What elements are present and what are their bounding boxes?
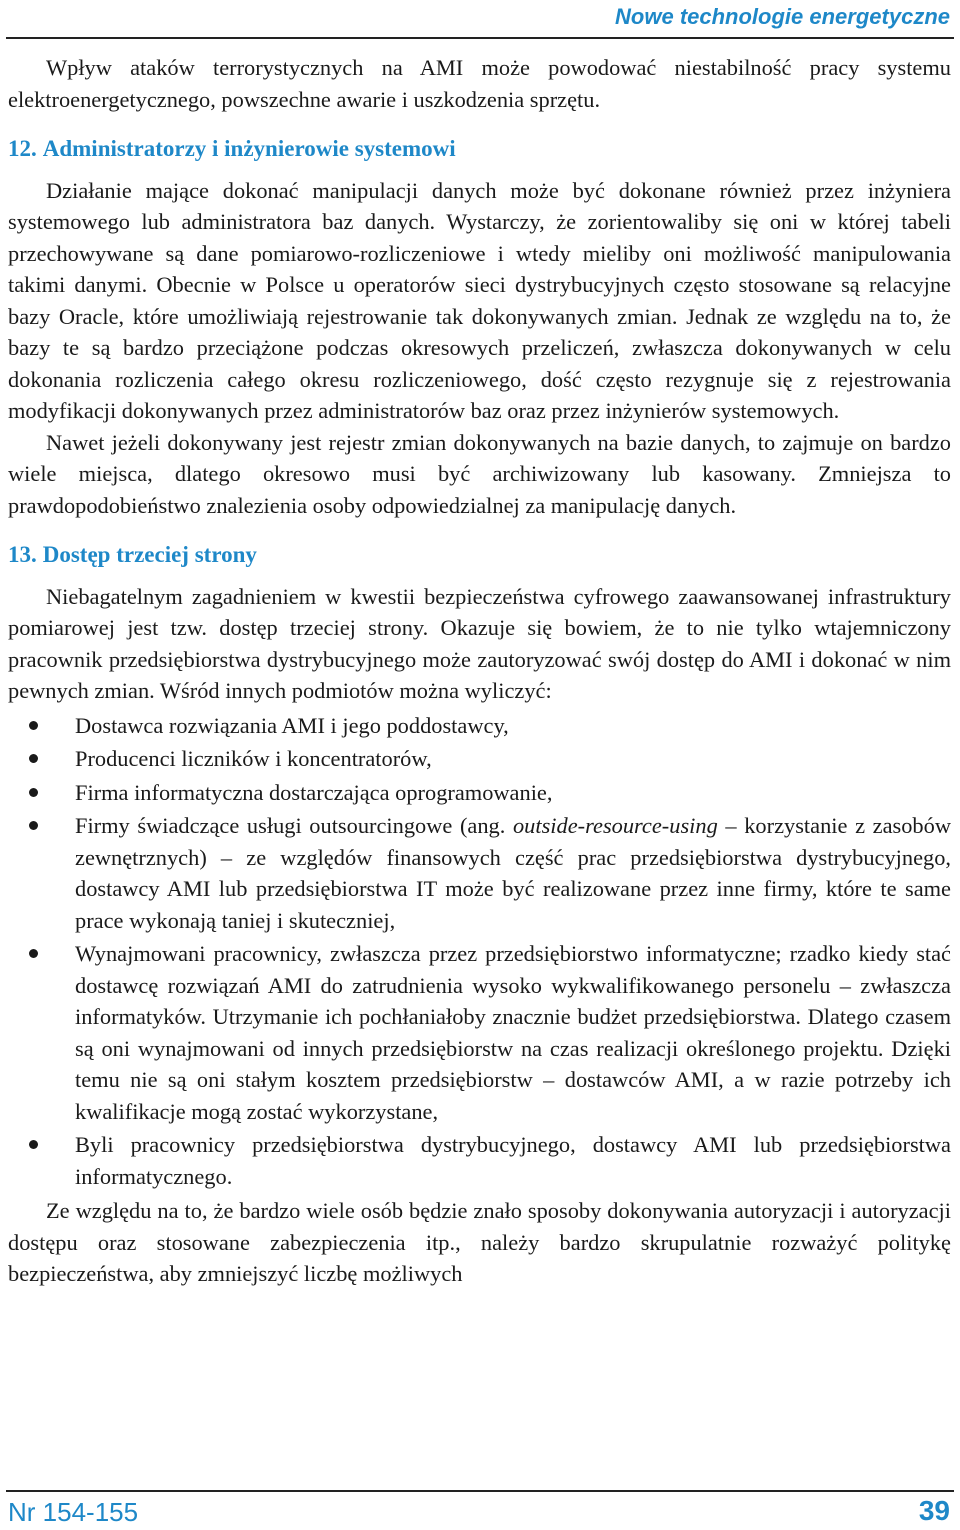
bullet-icon bbox=[29, 1140, 38, 1149]
issue-number: Nr 154-155 bbox=[8, 1497, 139, 1527]
intro-paragraph: Wpływ ataków terrorystycznych na AMI może powodować niestabilność pracy systemu elektroenergetycznego, powszechne awarie i uszkodzenia sprzętu. bbox=[8, 55, 951, 112]
section-12-number: 12. bbox=[8, 136, 37, 161]
header-rule bbox=[6, 37, 954, 39]
list-item bbox=[75, 938, 951, 1127]
bullet-icon bbox=[29, 788, 38, 797]
bullet-icon bbox=[29, 821, 38, 830]
closing-paragraph: Ze względu na to, że bardzo wiele osób będzie znało sposoby dokonywania autoryzacji i autoryzacji dostępu oraz stosowane zabezpieczenia itp., należy bardzo skrupulatnie rozważyć politykę bezpieczeństwa, aby zmniejszyć liczbę możliwych bbox=[8, 1198, 951, 1286]
footer-rule bbox=[6, 1490, 954, 1492]
list-item-text-before: Firmy świadczące usługi outsourcingowe (ang. bbox=[75, 813, 513, 838]
list-item-term: outside-resource-using bbox=[512, 813, 718, 838]
list-item-text: Byli pracownicy przedsiębiorstwa dystrybucyjnego, dostawcy AMI lub przedsiębiorstwa informatycznego. bbox=[75, 1132, 951, 1189]
list-item bbox=[75, 810, 951, 936]
list-item-text-after: – korzystanie z zasobów zewnętrznych) – ze względów finansowych część prac przedsiębiorstwa dystrybucyjnego, dostawcy AMI lub przedsiębiorstwa IT może być realizowane przez inne firmy, które te same prace wykonają taniej i skuteczniej, bbox=[75, 813, 951, 933]
list-item-text: Dostawca rozwiązania AMI i jego poddostawcy, bbox=[75, 712, 509, 738]
section-13-title: Dostęp trzeciej strony bbox=[42, 542, 257, 567]
running-head-title: Nowe technologie energetyczne bbox=[615, 4, 950, 29]
section-13-number: 13. bbox=[8, 542, 37, 567]
list-item bbox=[75, 710, 951, 742]
article-body bbox=[8, 52, 951, 1290]
list-item-text: Wynajmowani pracownicy, zwłaszcza przez przedsiębiorstwo informatyczne; rzadko kiedy stać dostawcę rozwiązań AMI do zatrudnienia wysoko wykwalifikowanego personelu – zwłaszcza informatyków. Utrzymanie ich pochłaniałoby znacznie budżet przedsiębiorstwa. Dlatego czasem są oni wynajmowani od innych przedsiębiorstw na czas realizacji określonego projektu. Dzięki temu nie są oni stałym kosztem przedsiębiorstw – dostawców AMI, a w razie potrzeby ich kwalifikacje mogą zostać wykorzystane, bbox=[75, 941, 951, 1124]
section-12-heading bbox=[8, 133, 951, 165]
bullet-icon bbox=[29, 949, 38, 958]
list-item-text: Firma informatyczna dostarczająca oprogramowanie, bbox=[75, 779, 553, 805]
section-12-paragraph: Działanie mające dokonać manipulacji danych może być dokonane również przez inżyniera systemowego lub administratora baz danych. Wystarczy, że zorientowaliby się oni w której tabeli przechowywane są dane pomiarowo-rozliczeniowe i wtedy mieliby oni możliwość manipulowania takimi danymi. Obecnie w Polsce u operatorów sieci dystrybucyjnych często stosowane są relacyjne bazy Oracle, które umożliwiają rejestrowanie tak dokonywanych zmian. Jednak ze względu na to, że bazy te są bardzo przeciążone podczas okresowych przeliczeń, zwłaszcza dokonywanych w celu dokonania rozliczenia całego okresu rozliczeniowego, dość często rezygnuje się z rejestrowania modyfikacji dokonywanych przez administratorów baz oraz przez inżynierów systemowych. bbox=[8, 177, 951, 423]
section-12-title: Administratorzy i inżynierowie systemowi bbox=[42, 136, 456, 161]
page-number: 39 bbox=[918, 1495, 950, 1526]
section-13-intro: Niebagatelnym zagadnieniem w kwestii bezpieczeństwa cyfrowego zaawansowanej infrastruktury pomiarowej jest tzw. dostęp trzeciej strony. Okazuje się bowiem, że to nie tylko wtajemniczony pracownik przedsiębiorstwa dystrybucyjnego może zautoryzować swój dostęp do AMI i dokonać w nim pewnych zmian. Wśród innych podmiotów można wyliczyć: bbox=[8, 583, 951, 703]
list-item bbox=[75, 1129, 951, 1192]
list-item bbox=[75, 743, 951, 775]
section-12-paragraph: Nawet jeżeli dokonywany jest rejestr zmian dokonywanych na bazie danych, to zajmuje on bardzo wiele miejsca, dlatego okresowo musi być archiwizowany lub kasowany. Zmniejsza to prawdopodobieństwo znalezienia osoby odpowiedzialnej za manipulację danych. bbox=[8, 429, 951, 518]
section-13-heading bbox=[8, 539, 951, 571]
third-party-list bbox=[8, 710, 951, 1193]
list-item bbox=[75, 777, 951, 809]
list-item-text: Producenci liczników i koncentratorów, bbox=[75, 746, 432, 771]
bullet-icon bbox=[29, 754, 38, 763]
bullet-icon bbox=[29, 721, 38, 730]
